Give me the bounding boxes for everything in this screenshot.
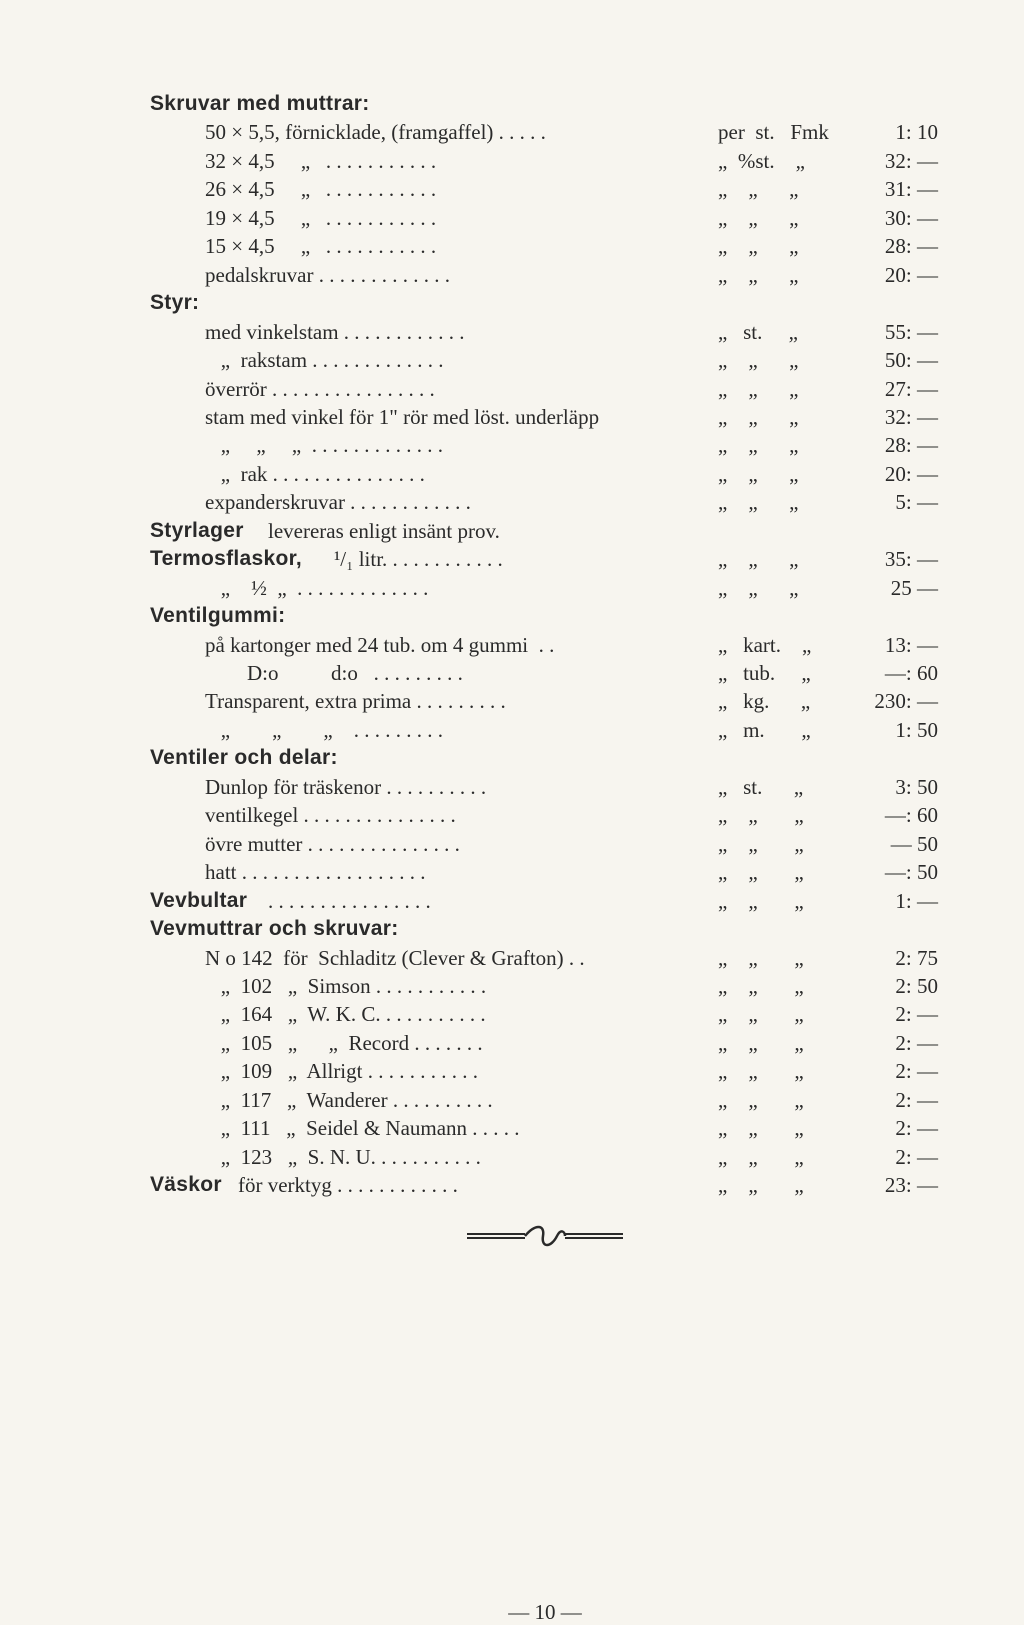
item-description: „ „ „ . . . . . . . . . <box>205 717 443 742</box>
price-value: 1: 10 <box>895 120 938 145</box>
heading-text: Termosflaskor, <box>150 547 303 571</box>
list-row <box>150 801 940 829</box>
item-description: Dunlop för träskenor . . . . . . . . . . <box>205 774 487 799</box>
list-row <box>150 261 940 289</box>
item-description: „ 105 „ „ Record . . . . . . . <box>205 1030 483 1055</box>
price-value: 23: — <box>884 1173 938 1198</box>
list-row <box>150 488 940 516</box>
list-row <box>150 460 940 488</box>
price-value: 13: — <box>884 632 938 657</box>
list-row <box>150 431 940 459</box>
heading-text: Ventilgummi: <box>150 604 286 628</box>
item-description: överrör . . . . . . . . . . . . . . . . <box>205 376 435 401</box>
price-value: 230: — <box>874 689 938 714</box>
list-row <box>150 1114 940 1142</box>
item-description: 26 × 4,5 „ . . . . . . . . . . . <box>205 177 437 202</box>
item-description: N o 142 för Schladitz (Clever & Grafton) . . <box>205 945 585 970</box>
price-value: 5: — <box>895 490 938 515</box>
item-description: D:o d:o . . . . . . . . . <box>205 661 463 685</box>
list-row <box>150 1086 940 1114</box>
unit-label: „ st. „ <box>718 319 798 344</box>
price-value: —: 60 <box>884 661 938 685</box>
price-value: 30: — <box>884 205 938 230</box>
item-description: „ 102 „ Simson . . . . . . . . . . . <box>205 973 487 998</box>
heading-text: Vevmuttrar och skruvar: <box>150 917 399 941</box>
unit-label: „ st. „ <box>718 774 804 799</box>
price-value: 2: — <box>895 1002 938 1027</box>
unit-label: „ „ „ <box>718 177 799 202</box>
unit-label: „ „ „ <box>718 973 804 998</box>
item-description: ¹/₁ litr. . . . . . . . . . . . <box>334 547 503 572</box>
unit-label: „ „ „ <box>718 1144 804 1169</box>
page-number: — 10 — <box>508 1600 582 1624</box>
list-row <box>150 1000 940 1028</box>
list-row <box>150 631 940 659</box>
price-value: 31: — <box>884 177 938 202</box>
item-description: hatt . . . . . . . . . . . . . . . . . . <box>205 860 426 885</box>
item-description: „ 109 „ Allrigt . . . . . . . . . . . <box>205 1059 478 1084</box>
price-value: 2: — <box>895 1030 938 1055</box>
unit-label: „ „ „ <box>718 1059 804 1084</box>
heading-text: Skruvar med muttrar: <box>150 92 370 115</box>
unit-label: per st. Fmk <box>718 120 829 145</box>
list-row <box>150 346 940 374</box>
item-description: med vinkelstam . . . . . . . . . . . . <box>205 319 465 344</box>
item-description: . . . . . . . . . . . . . . . . <box>268 888 431 913</box>
item-description: „ rak . . . . . . . . . . . . . . . <box>205 461 425 486</box>
list-row <box>150 1143 940 1171</box>
price-value: 2: 50 <box>895 973 938 998</box>
item-description: Transparent, extra prima . . . . . . . . . <box>205 689 506 714</box>
price-value: —: 50 <box>884 860 938 885</box>
list-row <box>150 887 940 915</box>
list-row <box>150 1057 940 1085</box>
price-value: 2: — <box>895 1087 938 1112</box>
item-description: ventilkegel . . . . . . . . . . . . . . . <box>205 803 456 828</box>
list-row <box>150 318 940 346</box>
heading-text: Vevbultar <box>150 888 248 912</box>
price-value: 28: — <box>884 234 938 259</box>
unit-label: „ „ „ <box>718 860 804 885</box>
item-description: „ 123 „ S. N. U. . . . . . . . . . . <box>205 1144 481 1169</box>
unit-label: „ „ „ <box>718 575 799 600</box>
item-description: levereras enligt insänt prov. <box>268 518 500 543</box>
list-row <box>150 716 940 744</box>
item-description: pedalskruvar . . . . . . . . . . . . . <box>205 262 450 287</box>
unit-label: „ „ „ <box>718 262 799 287</box>
list-row <box>150 403 940 431</box>
price-value: 2: — <box>895 1116 938 1141</box>
item-description: 19 × 4,5 „ . . . . . . . . . . . <box>205 205 437 230</box>
item-description: 32 × 4,5 „ . . . . . . . . . . . <box>205 148 437 173</box>
list-row <box>150 147 940 175</box>
price-value: 32: — <box>884 404 938 429</box>
list-row <box>150 830 940 858</box>
list-row <box>150 204 940 232</box>
list-row <box>150 1029 940 1057</box>
price-value: —: 60 <box>884 803 938 828</box>
price-value: 27: — <box>884 376 938 401</box>
item-description: „ rakstam . . . . . . . . . . . . . <box>205 348 444 373</box>
price-value: 1: 50 <box>895 717 938 742</box>
section-heading <box>150 915 940 943</box>
heading-text: Ventiler och delar: <box>150 746 338 770</box>
price-value: 2: 75 <box>895 945 938 970</box>
heading-text: Styrlager <box>150 518 244 542</box>
heading-text: Styr: <box>150 291 200 315</box>
item-description: stam med vinkel för 1" rör med löst. underläpp <box>205 404 600 429</box>
price-value: 55: — <box>884 319 938 344</box>
list-row <box>150 545 940 573</box>
ornament-divider <box>465 1218 625 1254</box>
unit-label: „ „ „ <box>718 433 799 458</box>
item-description: „ 164 „ W. K. C. . . . . . . . . . . <box>205 1002 486 1027</box>
section-heading <box>150 602 940 630</box>
unit-label: „ kg. „ <box>718 689 811 714</box>
list-row <box>150 972 940 1000</box>
unit-label: „ „ „ <box>718 831 804 856</box>
item-description: „ ½ „ . . . . . . . . . . . . . <box>205 575 429 600</box>
unit-label: „ „ „ <box>718 803 804 828</box>
price-value: 3: 50 <box>895 774 938 799</box>
list-row <box>150 858 940 886</box>
price-value: 2: — <box>895 1059 938 1084</box>
list-row <box>150 1171 940 1199</box>
unit-label: „ „ „ <box>718 1087 804 1112</box>
unit-label: „ „ „ <box>718 461 799 486</box>
unit-label: „ „ „ <box>718 547 799 572</box>
unit-label: „ „ „ <box>718 1002 804 1027</box>
unit-label: „ „ „ <box>718 1030 804 1055</box>
item-description: 50 × 5,5, förnicklade, (framgaffel) . . . . . <box>205 120 546 145</box>
list-row <box>150 118 940 146</box>
price-value: 50: — <box>884 348 938 373</box>
item-description: övre mutter . . . . . . . . . . . . . . . <box>205 831 460 856</box>
unit-label: „ „ „ <box>718 1173 804 1198</box>
list-row <box>150 687 940 715</box>
unit-label: „ „ „ <box>718 1116 804 1141</box>
item-description: för verktyg . . . . . . . . . . . . <box>238 1173 458 1198</box>
item-description: expanderskruvar . . . . . . . . . . . . <box>205 490 471 515</box>
price-value: 32: — <box>884 148 938 173</box>
price-value: 35: — <box>884 547 938 572</box>
unit-label: „ „ „ <box>718 490 799 515</box>
unit-label: „ „ „ <box>718 234 799 259</box>
unit-label: „ „ „ <box>718 376 799 401</box>
list-row <box>150 773 940 801</box>
list-row <box>150 175 940 203</box>
unit-label: „ tub. „ <box>718 661 811 685</box>
item-description: „ 117 „ Wanderer . . . . . . . . . . <box>205 1087 493 1112</box>
item-description: „ „ „ . . . . . . . . . . . . . <box>205 433 443 458</box>
heading-text: Väskor <box>150 1173 222 1197</box>
list-row <box>150 944 940 972</box>
item-description: på kartonger med 24 tub. om 4 gummi . . <box>205 632 555 657</box>
list-row <box>150 232 940 260</box>
unit-label: „ „ „ <box>718 945 804 970</box>
price-value: 20: — <box>884 262 938 287</box>
unit-label: „ kart. „ <box>718 632 812 657</box>
list-row <box>150 375 940 403</box>
price-value: 20: — <box>884 461 938 486</box>
list-row <box>150 574 940 602</box>
item-description: „ 111 „ Seidel & Naumann . . . . . <box>205 1116 520 1141</box>
unit-label: „ %st. „ <box>718 148 805 173</box>
unit-label: „ „ „ <box>718 348 799 373</box>
price-value: 2: — <box>895 1144 938 1169</box>
unit-label: „ „ „ <box>718 404 799 429</box>
price-value: 1: — <box>895 888 938 913</box>
price-value: — 50 <box>890 831 938 856</box>
section-heading <box>150 289 940 317</box>
unit-label: „ m. „ <box>718 717 811 742</box>
list-row <box>150 659 940 687</box>
unit-label: „ „ „ <box>718 205 799 230</box>
item-description: 15 × 4,5 „ . . . . . . . . . . . <box>205 234 437 259</box>
price-value: 28: — <box>884 433 938 458</box>
price-value: 25 — <box>890 575 938 600</box>
unit-label: „ „ „ <box>718 888 804 913</box>
list-row <box>150 517 940 545</box>
section-heading <box>150 90 940 118</box>
section-heading <box>150 744 940 772</box>
